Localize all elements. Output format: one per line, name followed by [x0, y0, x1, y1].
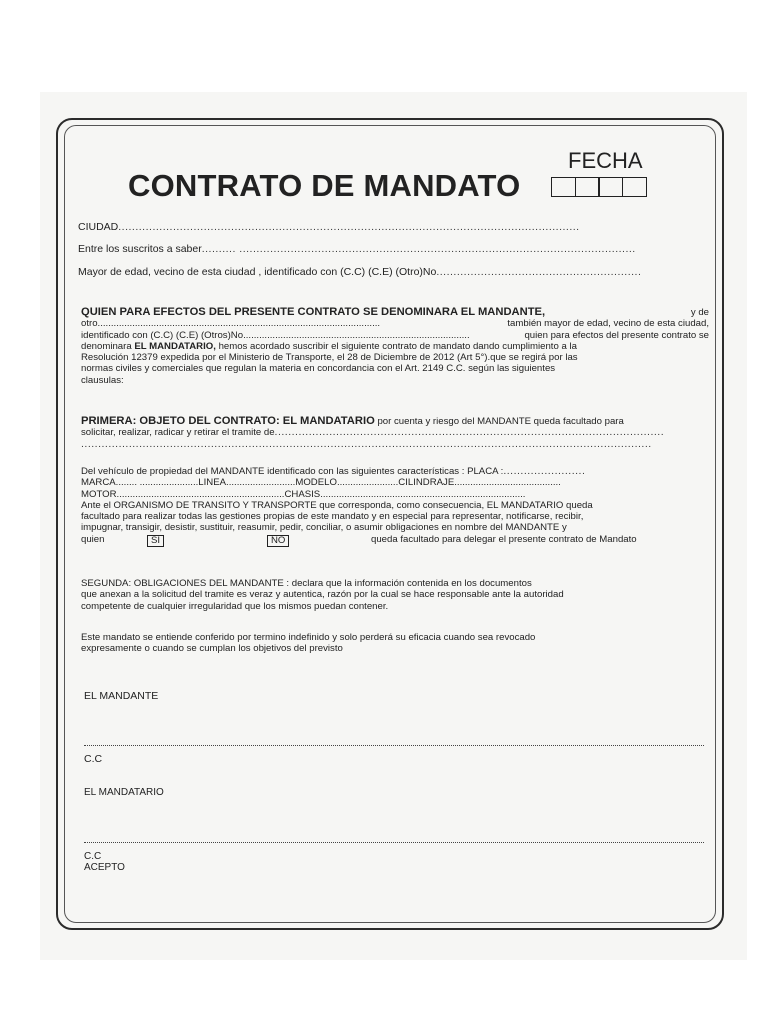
- vigencia-paragraph: [81, 632, 709, 655]
- motor-label: MOTOR: [81, 488, 117, 500]
- ciudad-field[interactable]: [78, 221, 580, 233]
- intro-line4: hemos acordado suscribir el siguiente contrato de mandato dando cumplimiento a la: [218, 340, 577, 352]
- quien-label: quien: [81, 533, 105, 545]
- mandatario-signature-line[interactable]: [84, 842, 704, 843]
- ciudad-label: CIUDAD: [78, 221, 119, 233]
- tramite-dots[interactable]: ..................................................................................................................: [274, 426, 665, 439]
- fecha-box-month[interactable]: [575, 177, 600, 197]
- mayor-label: Mayor de edad, vecino de esta ciudad , identificado con (C.C) (C.E) (Otro)No: [78, 266, 437, 278]
- intro-identificado: identificado con (C.C) (C.E) (Otros)No: [81, 329, 244, 341]
- primera-tramite: solicitar, realizar, radicar y retirar el tramite de: [81, 427, 275, 439]
- linea-label: LINEA: [198, 477, 227, 489]
- mandatario-label: EL MANDATARIO: [84, 787, 164, 798]
- modelo-label: MODELO: [295, 477, 337, 489]
- vigencia-l1: Este mandato se entiende conferido por termino indefinido y solo perderá su eficacia cuando sea revocado: [81, 632, 536, 643]
- tramite-dots-2[interactable]: .......................................................................................................................................................................: [81, 437, 652, 450]
- contract-title: CONTRATO DE MANDATO: [128, 168, 521, 203]
- entre-dots: .......... ....................................................................................................................: [201, 243, 636, 255]
- entre-field[interactable]: [78, 243, 636, 255]
- cc-mandatario-label: C.C: [84, 851, 102, 862]
- mayor-dots: ............................................................: [436, 266, 642, 278]
- primera-text: por cuenta y riesgo del MANDANTE queda facultado para: [377, 416, 624, 427]
- cc-mandante-label: C.C: [84, 753, 103, 765]
- segunda-l3: competente de cualquier irregularidad que los mismos puedan contener.: [81, 600, 389, 612]
- chasis-label: CHASIS: [284, 488, 321, 500]
- fecha-box-day[interactable]: [551, 177, 576, 197]
- mandante-label: EL MANDANTE: [84, 690, 159, 702]
- intro-otro: otro: [81, 318, 98, 330]
- vehiculo-line1: Del vehículo de propiedad del MANDANTE identificado con las siguientes características : PLACA :: [81, 466, 504, 477]
- intro-line2: también mayor de edad, vecino de esta ciudad,: [507, 318, 709, 330]
- entre-label: Entre los suscritos a saber: [78, 243, 202, 255]
- fecha-label: FECHA: [568, 148, 643, 173]
- fecha-box-year[interactable]: [598, 177, 623, 197]
- si-checkbox[interactable]: SI: [147, 535, 164, 547]
- mayor-field[interactable]: [78, 266, 641, 278]
- primera-heading: PRIMERA: OBJETO DEL CONTRATO: EL MANDATARIO: [81, 415, 375, 427]
- vigencia-l2: expresamente o cuando se cumplan los objetivos del previsto: [81, 643, 343, 655]
- intro-heading: QUIEN PARA EFECTOS DEL PRESENTE CONTRATO SE DENOMINARA EL MANDANTE,: [81, 306, 546, 318]
- no-checkbox[interactable]: NO: [267, 535, 289, 547]
- vehiculo-p3: impugnar, transigir, desistir, sustituir, reasumir, pedir, conciliar, o asumir obligaciones en nombre del MANDANTE y: [81, 522, 567, 534]
- cilindraje-label: CILINDRAJE: [398, 477, 455, 489]
- fecha-boxes[interactable]: [551, 177, 647, 197]
- intro-heading-tail: y de: [690, 307, 709, 318]
- vehiculo-paragraph: Del vehículo de propiedad del MANDANTE identificado con las siguientes características : PLACA :........................ MARCA........ ......................LINEA..........................MODELO.......................CILINDRAJE........................................ MOTOR...............................................................CHASIS............................................................................. Ante el ORGANISMO DE TRANSITO Y TRANSPORTE que corresponda, como consecuencia, EL MANDATARIO queda facultado para realizar todas las gestiones propias de este mandato y en especial para representar, notificarse, recibir, impugnar, transigir, desistir, sustituir, reasumir, pedir, conciliar, o asumir obligaciones en nombre del MANDANTE y quien SI NO queda facultado para delegar el presente contrato de Mandato: [81, 466, 709, 546]
- delegar-text: queda facultado para delegar el presente contrato de Mandato: [371, 533, 637, 545]
- placa-dots[interactable]: ........................: [503, 465, 586, 477]
- intro-line7: clausulas:: [81, 374, 124, 386]
- intro-line3: quien para efectos del presente contrato se: [524, 329, 709, 341]
- intro-denominara: denominara: [81, 340, 132, 352]
- intro-line6: normas civiles y comerciales que regulan la materia en concordancia con el Art. 2149 C.C. según las siguientes: [81, 363, 556, 375]
- fecha-box-extra[interactable]: [622, 177, 647, 197]
- intro-paragraph: QUIEN PARA EFECTOS DEL PRESENTE CONTRATO SE DENOMINARA EL MANDANTE, y de otro.......................................................................................................... también mayor de edad, vecino de esta ciudad, identificado con (C.C) (C.E) (Otros)No..................................................................................... quien para efectos del presente contrato se denominara EL MANDATARIO, hemos acordado suscribir el siguiente contrato de mandato dando cumplimiento a la Resolución 12379 expedida por el Ministerio de Transporte, el 28 de Diciembre de 2012 (Art 5°).que se regirá por las normas civiles y comerciales que regulan la materia en concordancia con el Art. 2149 C.C. según las siguientes clausulas:: [81, 306, 709, 386]
- intro-line5: Resolución 12379 expedida por el Ministerio de Transporte, el 28 de Diciembre de 2012 (Art 5°).que se regirá por las: [81, 352, 578, 364]
- marca-label: MARCA: [81, 477, 116, 489]
- primera-paragraph: [81, 416, 709, 450]
- intro-mandatario: EL MANDATARIO,: [134, 340, 216, 352]
- segunda-l1: SEGUNDA: OBLIGACIONES DEL MANDANTE : declara que la información contenida en los documentos: [81, 578, 532, 589]
- acepto-label: ACEPTO: [84, 862, 125, 873]
- mandante-signature-line[interactable]: [84, 745, 704, 746]
- ciudad-dots: .......................................................................................................................................: [118, 221, 580, 233]
- vehiculo-p2: facultado para realizar todas las gestiones propias de este mandato y en especial para representar, notificarse, recibir,: [81, 511, 584, 523]
- segunda-paragraph: [81, 578, 709, 612]
- segunda-l2: que anexan a la solicitud del tramite es veraz y autentica, razón por la cual se hace responsable ante la autoridad: [81, 589, 564, 601]
- vehiculo-p1: Ante el ORGANISMO DE TRANSITO Y TRANSPORTE que corresponda, como consecuencia, EL MANDATARIO queda: [81, 499, 593, 511]
